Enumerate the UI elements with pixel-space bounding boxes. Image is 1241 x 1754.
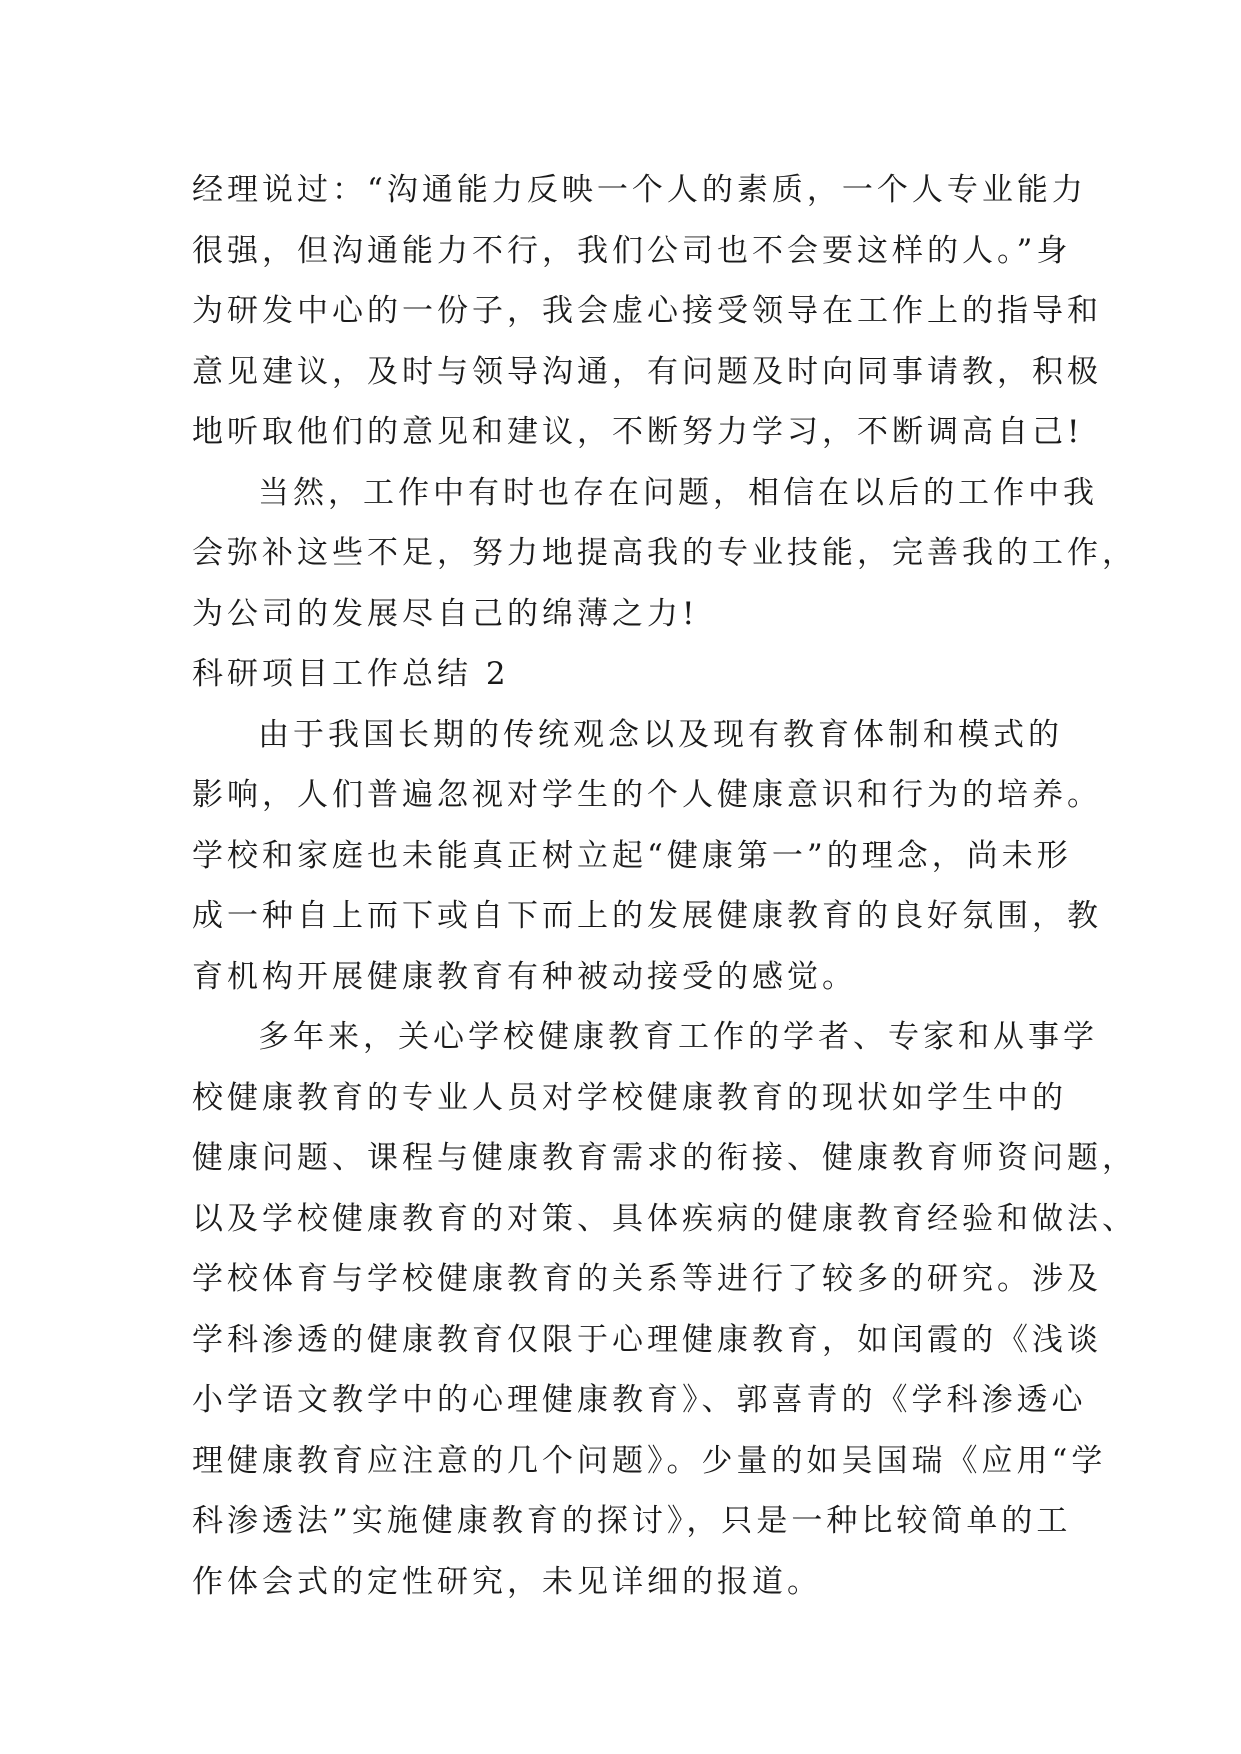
text-line: 学科渗透的健康教育仅限于心理健康教育，如闰霞的《浅谈 — [192, 1321, 1102, 1358]
text-line: 学校体育与学校健康教育的关系等进行了较多的研究。涉及 — [192, 1261, 1102, 1297]
text-line: 理健康教育应注意的几个问题》。少量的如吴国瑞《应用“学 — [192, 1442, 1107, 1479]
section-heading: 科研项目工作总结 2 — [192, 656, 510, 692]
text-line: 育机构开展健康教育有种被动接受的感觉。 — [192, 958, 857, 995]
text-line: 科渗透法”实施健康教育的探讨》，只是一种比较简单的工 — [192, 1503, 1072, 1539]
paragraph-start-line: 由于我国长期的传统观念以及现有教育体制和模式的 — [258, 716, 1063, 753]
text-line: 为公司的发展尽自己的绵薄之力! — [192, 595, 699, 632]
text-line: 健康问题、课程与健康教育需求的衔接、健康教育师资问题， — [192, 1140, 1137, 1176]
paragraph-start-line: 当然，工作中有时也存在问题，相信在以后的工作中我 — [258, 474, 1098, 511]
text-line: 意见建议，及时与领导沟通，有问题及时向同事请教，积极 — [192, 353, 1102, 390]
text-line: 很强，但沟通能力不行，我们公司也不会要这样的人。”身 — [192, 232, 1072, 269]
text-line: 学校和家庭也未能真正树立起“健康第一”的理念，尚未形 — [192, 837, 1072, 874]
text-line: 以及学校健康教育的对策、具体疾病的健康教育经验和做法、 — [192, 1200, 1137, 1237]
document-body — [192, 160, 1137, 1612]
text-line: 会弥补这些不足，努力地提高我的专业技能，完善我的工作， — [192, 535, 1137, 571]
paragraph-start-line: 多年来，关心学校健康教育工作的学者、专家和从事学 — [258, 1019, 1098, 1055]
text-line: 地听取他们的意见和建议，不断努力学习，不断调高自己! — [192, 414, 1084, 450]
text-line: 成一种自上而下或自下而上的发展健康教育的良好氛围，教 — [192, 898, 1102, 934]
text-line: 小学语文教学中的心理健康教育》、郭喜青的《学科渗透心 — [192, 1382, 1087, 1418]
text-line: 经理说过：“沟通能力反映一个人的素质，一个人专业能力 — [192, 172, 1087, 208]
text-line: 校健康教育的专业人员对学校健康教育的现状如学生中的 — [192, 1079, 1067, 1116]
text-line: 影响，人们普遍忽视对学生的个人健康意识和行为的培养。 — [192, 777, 1102, 813]
text-line: 为研发中心的一份子，我会虚心接受领导在工作上的指导和 — [192, 293, 1102, 329]
text-line: 作体会式的定性研究，未见详细的报道。 — [192, 1563, 822, 1600]
